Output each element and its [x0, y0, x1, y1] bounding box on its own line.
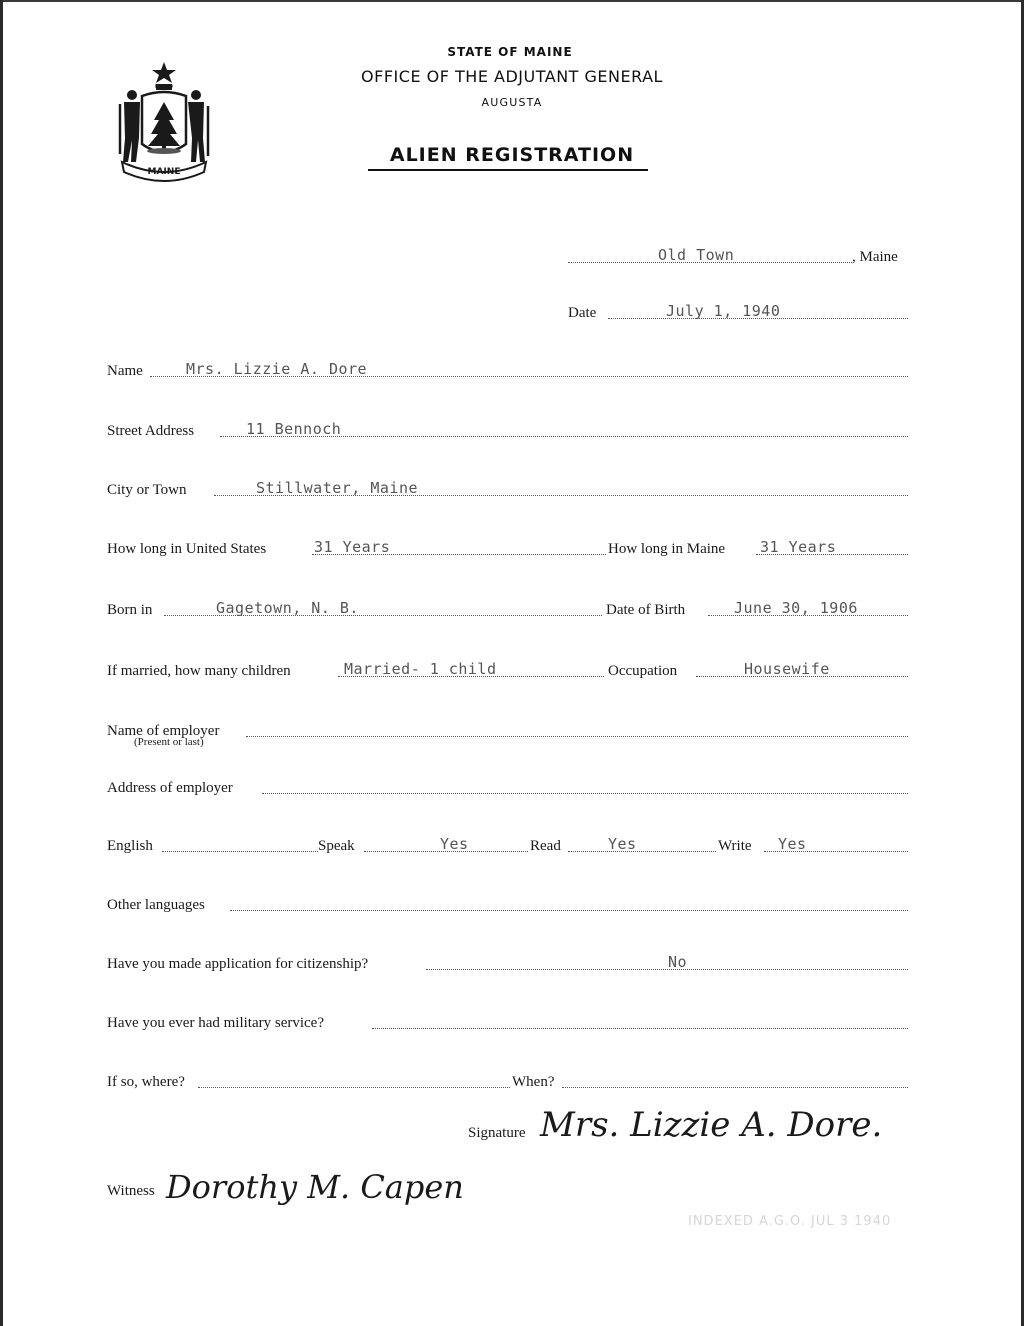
name-value: Mrs. Lizzie A. Dore — [186, 360, 368, 378]
service-details-field — [0, 1067, 1024, 1091]
svg-text:MAINE: MAINE — [147, 167, 181, 177]
english-label: English — [107, 838, 153, 854]
family-occupation-field — [0, 656, 1024, 680]
date-label: Date — [568, 305, 597, 321]
children-label: If married, how many children — [107, 663, 291, 679]
date-of-birth-label: Date of Birth — [606, 602, 686, 618]
maine-duration-value: 31 Years — [760, 538, 837, 556]
svg-text:Mrs. Lizzie A. Dore.: Mrs. Lizzie A. Dore. — [540, 1105, 883, 1145]
name-field — [0, 356, 1024, 380]
when-label: When? — [512, 1074, 555, 1090]
other-languages-field — [0, 890, 1024, 914]
town-suffix-label: , Maine — [852, 249, 898, 265]
town-value: Old Town — [658, 246, 735, 264]
office-heading: OFFICE OF THE ADJUTANT GENERAL — [361, 67, 663, 86]
svg-text:Dorothy M. Capen: Dorothy M. Capen — [166, 1168, 464, 1206]
speak-value: Yes — [440, 835, 469, 853]
write-value: Yes — [778, 835, 807, 853]
birth-field — [0, 595, 1024, 619]
street-address-label: Street Address — [107, 423, 195, 439]
children-value: Married- 1 child — [344, 660, 497, 678]
where-label: If so, where? — [107, 1074, 185, 1090]
occupation-value: Housewife — [744, 660, 830, 678]
write-label: Write — [718, 838, 752, 854]
witness-signature — [162, 1160, 522, 1218]
residency-field — [0, 534, 1024, 558]
indexed-stamp: INDEXED A.G.O. JUL 3 1940 — [688, 1214, 892, 1229]
employer-address-label: Address of employer — [107, 780, 233, 796]
employer-address-field — [0, 773, 1024, 797]
citizenship-label: Have you made application for citizenship? — [107, 956, 369, 972]
date-value: July 1, 1940 — [666, 302, 781, 320]
born-in-value: Gagetown, N. B. — [216, 599, 359, 617]
employer-label: Name of employer — [107, 723, 220, 739]
applicant-signature — [536, 1096, 936, 1160]
citizenship-field — [0, 949, 1024, 973]
town-field — [0, 242, 1024, 266]
maine-duration-label: How long in Maine — [608, 541, 726, 557]
military-label: Have you ever had military service? — [107, 1015, 324, 1031]
read-label: Read — [530, 838, 561, 854]
english-field — [0, 831, 1024, 855]
title-underline — [368, 169, 648, 171]
state-heading: STATE OF MAINE — [447, 45, 573, 59]
city-field — [0, 475, 1024, 499]
form-title: ALIEN REGISTRATION — [389, 144, 635, 166]
us-duration-label: How long in United States — [107, 541, 267, 557]
date-of-birth-value: June 30, 1906 — [734, 599, 858, 617]
other-languages-label: Other languages — [107, 897, 205, 913]
occupation-label: Occupation — [608, 663, 678, 679]
street-address-value: 11 Bennoch — [246, 420, 342, 438]
street-address-field — [0, 416, 1024, 440]
city-label: City or Town — [107, 482, 187, 498]
speak-label: Speak — [318, 838, 355, 854]
city-heading: AUGUSTA — [481, 96, 543, 109]
name-label: Name — [107, 363, 143, 379]
military-field — [0, 1008, 1024, 1032]
born-in-label: Born in — [107, 602, 153, 618]
city-value: Stillwater, Maine — [256, 479, 419, 497]
witness-label: Witness — [107, 1183, 155, 1199]
employer-sublabel: (Present or last) — [134, 736, 204, 748]
page-border-top — [0, 0, 1024, 2]
us-duration-value: 31 Years — [314, 538, 391, 556]
signature-label: Signature — [468, 1125, 526, 1141]
svg-text:DIRIGO: DIRIGO — [154, 84, 174, 90]
date-field — [0, 298, 1024, 322]
read-value: Yes — [608, 835, 637, 853]
citizenship-value: No — [668, 953, 688, 971]
